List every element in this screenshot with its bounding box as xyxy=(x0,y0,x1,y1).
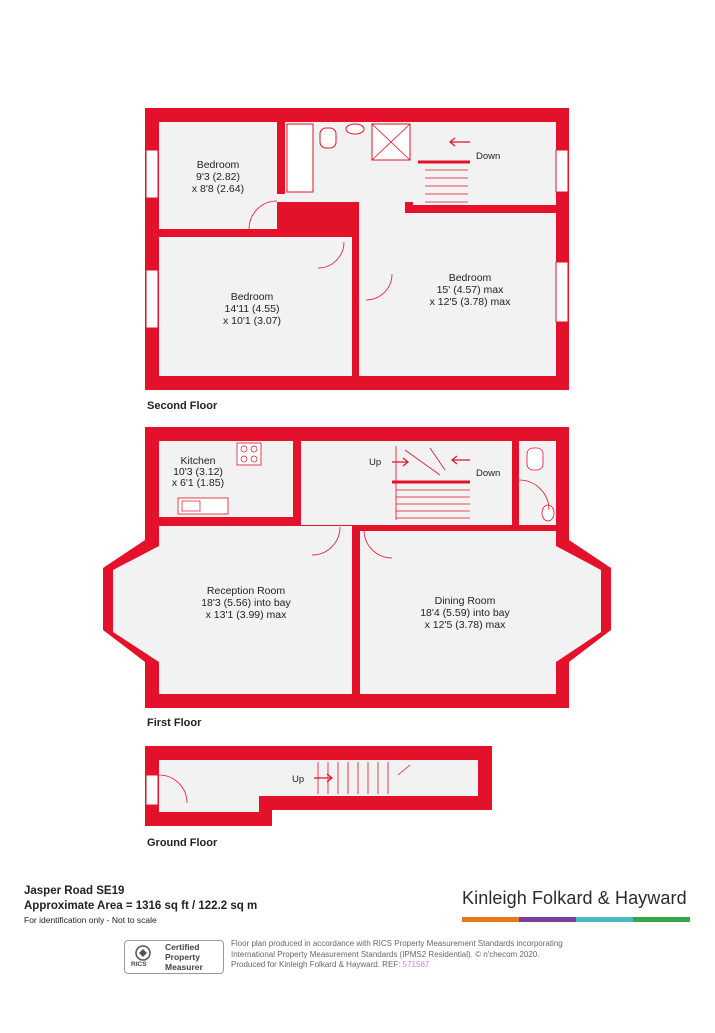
disclaimer-line-1: Floor plan produced in accordance with RICS Property Measurement Standards incorporating xyxy=(231,939,563,948)
badge-line-1: Certified xyxy=(165,942,200,952)
dining-size1: 18'4 (5.59) into bay xyxy=(420,607,510,619)
property-address: Jasper Road SE19 xyxy=(24,885,125,897)
rics-certified-badge xyxy=(124,940,224,974)
bedroom-a-size2: x 8'8 (2.64) xyxy=(191,183,245,195)
reception-size1: 18'3 (5.56) into bay xyxy=(201,597,291,609)
reception-name: Reception Room xyxy=(206,585,286,597)
landing-connector xyxy=(277,194,413,202)
rics-mark-text: RICS xyxy=(131,961,147,968)
wc-toilet xyxy=(527,448,543,470)
toilet xyxy=(320,128,336,148)
second-floor-plan xyxy=(145,108,569,412)
bedroom-c-size2: x 12'5 (3.78) max xyxy=(429,296,511,308)
ground-floor-label: Ground Floor xyxy=(147,837,218,849)
bedroom-a-name: Bedroom xyxy=(196,159,240,171)
second-floor-label: Second Floor xyxy=(147,400,218,412)
second-stairs-label: Down xyxy=(476,151,501,162)
scale-note: For identification only - Not to scale xyxy=(24,915,157,925)
first-floor-label: First Floor xyxy=(147,717,202,729)
bedroom-b-size2: x 10'1 (3.07) xyxy=(222,315,282,327)
first-down-label: Down xyxy=(476,468,501,479)
window-west-2 xyxy=(146,270,158,328)
ground-door-opening xyxy=(146,775,158,805)
property-info xyxy=(24,884,257,914)
dining-size2: x 12'5 (3.78) max xyxy=(424,619,506,631)
badge-line-3: Measurer xyxy=(165,962,203,972)
hob xyxy=(237,443,261,465)
window-west-1 xyxy=(146,150,158,198)
reception-size2: x 13'1 (3.99) max xyxy=(205,609,287,621)
bedroom-b-size1: 14'11 (4.55) xyxy=(224,303,280,315)
window-east-1 xyxy=(556,150,568,192)
brand-stripe-orange xyxy=(462,917,519,922)
bedroom-b-name: Bedroom xyxy=(230,291,274,303)
bedroom-a-size1: 9'3 (2.82) xyxy=(195,171,241,183)
kitchen-size1: 10'3 (3.12) xyxy=(173,466,223,478)
bath-tub xyxy=(287,124,313,192)
bedroom-c-size1: 15' (4.57) max xyxy=(436,284,504,296)
disclaimer xyxy=(231,939,651,971)
first-floor-plan xyxy=(103,427,611,729)
wc-basin xyxy=(542,505,554,521)
dining-name: Dining Room xyxy=(434,595,496,607)
brand-stripe-purple xyxy=(519,917,576,922)
kitchen-size2: x 6'1 (1.85) xyxy=(171,477,225,489)
ground-floor-plan xyxy=(145,746,492,849)
disclaimer-line-2: International Property Measurement Standards (IPMS2 Residential). © n'checom 2020. xyxy=(231,949,540,959)
property-area: Approximate Area = 1316 sq ft / 122.2 sq m xyxy=(24,900,258,912)
kitchen-name: Kitchen xyxy=(180,455,216,467)
brand-name: Kinleigh Folkard & Hayward xyxy=(462,888,687,908)
disclaimer-line-3: Produced for Kinleigh Folkard & Hayward. REF: xyxy=(231,960,401,969)
bedroom-c-name: Bedroom xyxy=(448,272,492,284)
brand-stripe-teal xyxy=(576,917,633,922)
first-up-label: Up xyxy=(369,457,382,468)
window-east-2 xyxy=(556,262,568,322)
kitchen-sink xyxy=(178,498,228,514)
badge-line-2: Property xyxy=(165,952,200,962)
basin xyxy=(346,124,364,134)
brand-stripe-green xyxy=(633,917,690,922)
reference-number: 571567 xyxy=(402,960,430,969)
ground-up-label: Up xyxy=(292,774,305,785)
